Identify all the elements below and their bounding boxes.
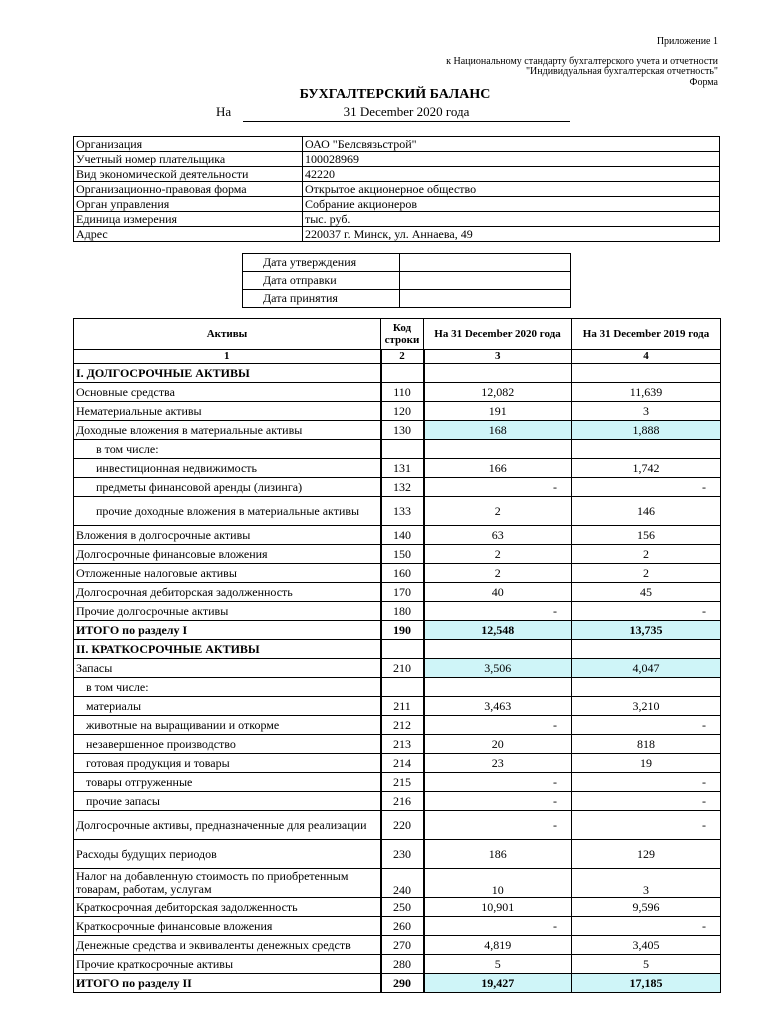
row-2020: 2 — [424, 564, 572, 583]
row-name: животные на выращивании и откорме — [74, 716, 381, 735]
row-2019: - — [572, 773, 721, 792]
row-2019 — [572, 364, 721, 383]
row-code: 190 — [381, 621, 424, 640]
org-row — [74, 197, 720, 212]
row-code — [381, 364, 424, 383]
row-2020: 10,901 — [424, 898, 572, 917]
table-row — [74, 459, 721, 478]
row-2019: 9,596 — [572, 898, 721, 917]
dates-label: Дата утверждения — [243, 254, 400, 272]
org-row — [74, 167, 720, 182]
row-name: предметы финансовой аренды (лизинга) — [74, 478, 381, 497]
table-row — [74, 697, 721, 716]
org-label: Организационно-правовая форма — [74, 182, 303, 197]
date-prefix: На — [216, 104, 232, 119]
table-row — [74, 659, 721, 678]
row-2019: - — [572, 792, 721, 811]
row-name: Запасы — [74, 659, 381, 678]
dates-row — [243, 272, 571, 290]
standard-line-1: к Национальному стандарту бухгалтерского учета и отчетности — [446, 56, 718, 67]
row-2019: 3,405 — [572, 936, 721, 955]
table-row — [74, 869, 721, 898]
org-row — [74, 182, 720, 197]
row-name: Нематериальные активы — [74, 402, 381, 421]
assets-header-row — [74, 319, 721, 350]
row-2019: 4,047 — [572, 659, 721, 678]
row-code: 215 — [381, 773, 424, 792]
row-name: Долгосрочные активы, предназначенные для реализации — [74, 811, 381, 840]
row-code: 130 — [381, 421, 424, 440]
table-row — [74, 564, 721, 583]
row-2020: - — [424, 917, 572, 936]
row-2019: 5 — [572, 955, 721, 974]
org-label: Адрес — [74, 227, 303, 242]
col-number: 4 — [572, 350, 721, 364]
row-code: 131 — [381, 459, 424, 478]
org-value: Открытое акционерное общество — [303, 182, 720, 197]
org-value: 220037 г. Минск, ул. Аннаева, 49 — [303, 227, 720, 242]
row-name: Краткосрочная дебиторская задолженность — [74, 898, 381, 917]
table-row — [74, 440, 721, 459]
row-name: Долгосрочная дебиторская задолженность — [74, 583, 381, 602]
table-row — [74, 840, 721, 869]
table-row — [74, 545, 721, 564]
row-2019 — [572, 640, 721, 659]
row-2019: 129 — [572, 840, 721, 869]
row-code — [381, 440, 424, 459]
org-label: Учетный номер плательщика — [74, 152, 303, 167]
page-title: БУХГАЛТЕРСКИЙ БАЛАНС — [299, 87, 491, 102]
table-row — [74, 478, 721, 497]
row-name: Долгосрочные финансовые вложения — [74, 545, 381, 564]
report-date: 31 December 2020 года — [243, 104, 570, 122]
row-name: в том числе: — [74, 678, 381, 697]
row-name: Краткосрочные финансовые вложения — [74, 917, 381, 936]
row-name: Прочие долгосрочные активы — [74, 602, 381, 621]
row-code: 214 — [381, 754, 424, 773]
dates-value — [400, 272, 571, 290]
table-row — [74, 678, 721, 697]
row-code: 132 — [381, 478, 424, 497]
dates-label: Дата отправки — [243, 272, 400, 290]
org-label: Единица измерения — [74, 212, 303, 227]
dates-value — [400, 254, 571, 272]
row-2020: 19,427 — [424, 974, 572, 993]
table-row — [74, 497, 721, 526]
row-name: готовая продукция и товары — [74, 754, 381, 773]
row-name: материалы — [74, 697, 381, 716]
org-row — [74, 152, 720, 167]
row-2020: 12,548 — [424, 621, 572, 640]
row-2020: 63 — [424, 526, 572, 545]
row-2019: 17,185 — [572, 974, 721, 993]
org-label: Организация — [74, 137, 303, 152]
table-row — [74, 792, 721, 811]
row-2019: 19 — [572, 754, 721, 773]
row-code: 250 — [381, 898, 424, 917]
row-2020: 5 — [424, 955, 572, 974]
table-row — [74, 716, 721, 735]
row-2020: 4,819 — [424, 936, 572, 955]
dates-table — [242, 253, 571, 308]
row-2019: 3 — [572, 402, 721, 421]
dates-value — [400, 290, 571, 308]
row-2020: 12,082 — [424, 383, 572, 402]
row-2020: 2 — [424, 497, 572, 526]
row-2019: 1,742 — [572, 459, 721, 478]
assets-table — [73, 318, 721, 993]
row-code: 110 — [381, 383, 424, 402]
row-2020: 186 — [424, 840, 572, 869]
row-name: инвестиционная недвижимость — [74, 459, 381, 478]
org-value: Собрание акционеров — [303, 197, 720, 212]
row-code: 290 — [381, 974, 424, 993]
header-2020: На 31 December 2020 года — [424, 319, 572, 350]
row-code — [381, 640, 424, 659]
form-label: Форма — [689, 77, 718, 88]
row-2020: 191 — [424, 402, 572, 421]
row-2020: - — [424, 792, 572, 811]
table-row — [74, 773, 721, 792]
row-2020: 20 — [424, 735, 572, 754]
row-code: 210 — [381, 659, 424, 678]
total-row — [74, 621, 721, 640]
header-code: Код строки — [381, 319, 424, 350]
row-2020: - — [424, 811, 572, 840]
row-name: Основные средства — [74, 383, 381, 402]
row-code: 260 — [381, 917, 424, 936]
total-row — [74, 974, 721, 993]
row-2020: 10 — [424, 869, 572, 898]
section-row — [74, 640, 721, 659]
row-name: незавершенное производство — [74, 735, 381, 754]
column-numbers-row — [74, 350, 721, 364]
org-row — [74, 212, 720, 227]
row-name: Налог на добавленную стоимость по приобретенным товарам, работам, услугам — [74, 869, 381, 898]
org-value: тыс. руб. — [303, 212, 720, 227]
standard-line-2: "Индивидуальная бухгалтерская отчетность" — [525, 66, 718, 77]
row-code: 212 — [381, 716, 424, 735]
table-row — [74, 898, 721, 917]
row-2020 — [424, 678, 572, 697]
row-code: 160 — [381, 564, 424, 583]
row-2019: - — [572, 478, 721, 497]
row-name: товары отгруженные — [74, 773, 381, 792]
row-2020: - — [424, 602, 572, 621]
row-2020: - — [424, 478, 572, 497]
row-2020: - — [424, 716, 572, 735]
table-row — [74, 583, 721, 602]
row-2019 — [572, 678, 721, 697]
table-row — [74, 735, 721, 754]
row-name: ИТОГО по разделу II — [74, 974, 381, 993]
row-2019 — [572, 440, 721, 459]
row-name: Прочие краткосрочные активы — [74, 955, 381, 974]
org-value: 42220 — [303, 167, 720, 182]
row-name: II. КРАТКОСРОЧНЫЕ АКТИВЫ — [74, 640, 381, 659]
row-name: в том числе: — [74, 440, 381, 459]
row-2020 — [424, 364, 572, 383]
row-2019: - — [572, 917, 721, 936]
row-name: Расходы будущих периодов — [74, 840, 381, 869]
org-label: Вид экономической деятельности — [74, 167, 303, 182]
row-code — [381, 678, 424, 697]
row-code: 240 — [381, 869, 424, 898]
row-code: 216 — [381, 792, 424, 811]
row-code: 270 — [381, 936, 424, 955]
table-row — [74, 421, 721, 440]
row-2019: 3,210 — [572, 697, 721, 716]
row-name: Денежные средства и эквиваленты денежных средств — [74, 936, 381, 955]
row-code: 213 — [381, 735, 424, 754]
header-2019: На 31 December 2019 года — [572, 319, 721, 350]
row-code: 280 — [381, 955, 424, 974]
row-code: 230 — [381, 840, 424, 869]
table-row — [74, 383, 721, 402]
row-code: 120 — [381, 402, 424, 421]
row-code: 170 — [381, 583, 424, 602]
section-row — [74, 364, 721, 383]
org-value: ОАО "Белсвязьстрой" — [303, 137, 720, 152]
row-2020: 3,463 — [424, 697, 572, 716]
row-name: ИТОГО по разделу I — [74, 621, 381, 640]
row-2019: - — [572, 716, 721, 735]
table-row — [74, 917, 721, 936]
appendix-label: Приложение 1 — [656, 36, 718, 47]
organization-info-table — [73, 136, 720, 242]
table-row — [74, 936, 721, 955]
org-value: 100028969 — [303, 152, 720, 167]
row-code: 133 — [381, 497, 424, 526]
table-row — [74, 955, 721, 974]
row-2020: 168 — [424, 421, 572, 440]
dates-label: Дата принятия — [243, 290, 400, 308]
row-2020: - — [424, 773, 572, 792]
row-2019: 3 — [572, 869, 721, 898]
table-row — [74, 602, 721, 621]
row-2019: 11,639 — [572, 383, 721, 402]
row-2020: 40 — [424, 583, 572, 602]
dates-row — [243, 290, 571, 308]
row-2020: 23 — [424, 754, 572, 773]
row-2020: 3,506 — [424, 659, 572, 678]
row-name: Вложения в долгосрочные активы — [74, 526, 381, 545]
row-name: прочие доходные вложения в материальные активы — [74, 497, 381, 526]
row-code: 211 — [381, 697, 424, 716]
org-label: Орган управления — [74, 197, 303, 212]
row-code: 180 — [381, 602, 424, 621]
row-2019: 146 — [572, 497, 721, 526]
row-2019: 2 — [572, 564, 721, 583]
row-2019: 1,888 — [572, 421, 721, 440]
row-2019: - — [572, 811, 721, 840]
row-2020 — [424, 640, 572, 659]
table-row — [74, 754, 721, 773]
row-name: прочие запасы — [74, 792, 381, 811]
row-2020 — [424, 440, 572, 459]
col-number: 3 — [424, 350, 572, 364]
col-number: 1 — [74, 350, 381, 364]
col-number: 2 — [381, 350, 424, 364]
dates-row — [243, 254, 571, 272]
row-code: 150 — [381, 545, 424, 564]
row-2019: 818 — [572, 735, 721, 754]
header-assets: Активы — [74, 319, 381, 350]
row-2019: 156 — [572, 526, 721, 545]
row-name: Отложенные налоговые активы — [74, 564, 381, 583]
org-row — [74, 227, 720, 242]
row-name: Доходные вложения в материальные активы — [74, 421, 381, 440]
row-code: 140 — [381, 526, 424, 545]
table-row — [74, 402, 721, 421]
table-row — [74, 811, 721, 840]
row-2019: 2 — [572, 545, 721, 564]
row-name: I. ДОЛГОСРОЧНЫЕ АКТИВЫ — [74, 364, 381, 383]
row-2019: 45 — [572, 583, 721, 602]
row-2020: 2 — [424, 545, 572, 564]
org-row — [74, 137, 720, 152]
row-2019: 13,735 — [572, 621, 721, 640]
table-row — [74, 526, 721, 545]
row-2020: 166 — [424, 459, 572, 478]
row-2019: - — [572, 602, 721, 621]
row-code: 220 — [381, 811, 424, 840]
